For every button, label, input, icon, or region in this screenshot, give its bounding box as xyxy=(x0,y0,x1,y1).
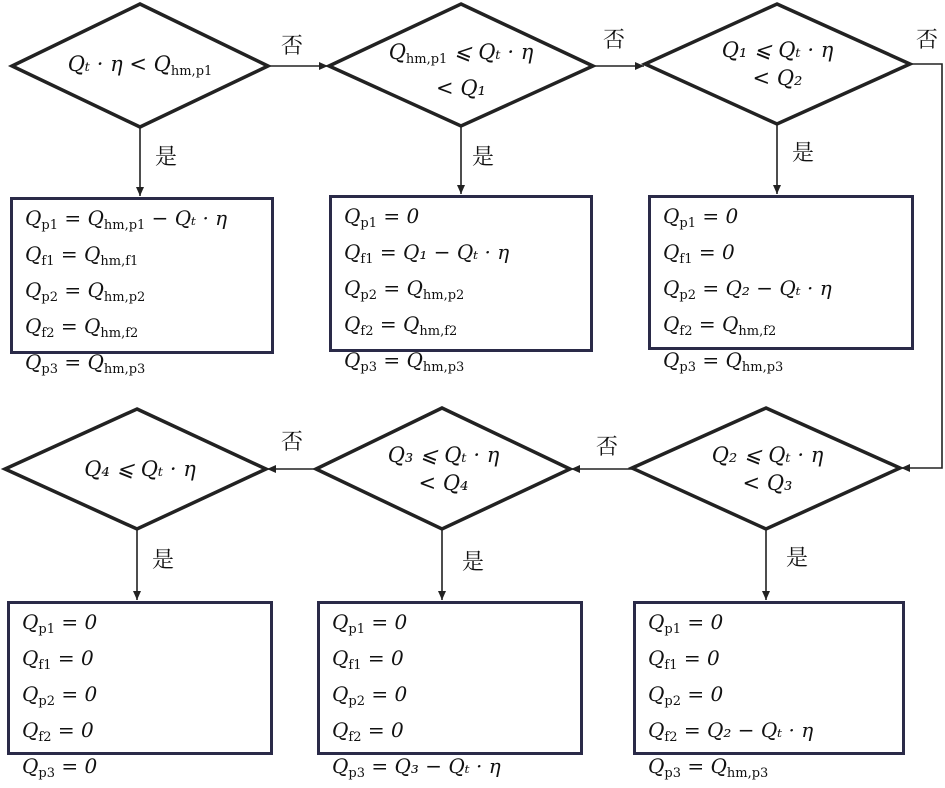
no-label-1: 否 xyxy=(281,34,304,59)
result-6-line-5: $Q_{p3} = 0$ xyxy=(22,754,98,781)
result-1-line-2: $Q_{f1} = Q_{hm,f1}$ xyxy=(25,242,139,269)
result-2-line-3: $Q_{p2} = Q_{hm,p2}$ xyxy=(344,276,465,303)
decision-3-line-2: < Q₂ xyxy=(752,66,803,90)
result-1-line-1: $Q_{p1} = Q_{hm,p1} - Q_t \cdot \eta$ xyxy=(25,206,228,233)
result-box-4 xyxy=(633,601,905,781)
result-5-line-3: $Q_{p2} = 0$ xyxy=(332,682,408,709)
decision-6-line-1: Q₄ ⩽ Qₜ · η xyxy=(84,457,196,481)
yes-label-1: 是 xyxy=(155,145,178,170)
result-3-line-2: $Q_{f1} = 0$ xyxy=(663,240,735,267)
result-3-line-1: $Q_{p1} = 0$ xyxy=(663,204,739,231)
result-box-6 xyxy=(7,601,273,781)
result-4-line-1: $Q_{p1} = 0$ xyxy=(648,610,724,637)
yes-label-4: 是 xyxy=(786,546,809,571)
decision-text-2 xyxy=(366,38,556,102)
result-6-line-4: $Q_{f2} = 0$ xyxy=(22,718,94,745)
decision-4-line-2: < Q₃ xyxy=(742,471,793,495)
yes-label-2: 是 xyxy=(472,145,495,170)
result-4-line-3: $Q_{p2} = 0$ xyxy=(648,682,724,709)
decision-text-1 xyxy=(50,50,230,86)
decision-2-line-1: $Q_{hm,p1}$ ⩽ Qₜ · η xyxy=(388,40,534,67)
no-label-4: 否 xyxy=(596,435,619,460)
yes-label-6: 是 xyxy=(152,548,175,573)
result-2-line-4: $Q_{f2} = Q_{hm,f2}$ xyxy=(344,312,458,339)
decision-text-4 xyxy=(680,441,855,497)
result-3-line-5: $Q_{p3} = Q_{hm,p3}$ xyxy=(663,348,784,375)
result-3-line-3: $Q_{p2} = Q_2 - Q_t \cdot \eta$ xyxy=(663,276,832,303)
result-1-line-4: $Q_{f2} = Q_{hm,f2}$ xyxy=(25,314,139,341)
decision-5-line-2: < Q₄ xyxy=(418,471,469,495)
decision-4-line-1: Q₂ ⩽ Qₜ · η xyxy=(711,443,824,467)
decision-3-line-1: Q₁ ⩽ Qₜ · η xyxy=(721,38,834,62)
result-4-line-4: $Q_{f2} = Q_2 - Q_t \cdot \eta$ xyxy=(648,718,814,745)
result-box-3 xyxy=(648,195,914,375)
no-label-2: 否 xyxy=(603,28,626,53)
no-label-3: 否 xyxy=(916,28,939,53)
decision-1-line-1: $Q_t \cdot \eta < Q_{hm,p1}$ xyxy=(67,52,213,79)
result-5-line-4: $Q_{f2} = 0$ xyxy=(332,718,404,745)
result-2-line-1: $Q_{p1} = 0$ xyxy=(344,204,420,231)
result-5-line-5: $Q_{p3} = Q_3 - Q_t \cdot \eta$ xyxy=(332,754,501,781)
result-box-1 xyxy=(10,197,274,377)
result-5-line-1: $Q_{p1} = 0$ xyxy=(332,610,408,637)
yes-label-3: 是 xyxy=(792,141,815,166)
result-3-line-4: $Q_{f2} = Q_{hm,f2}$ xyxy=(663,312,777,339)
result-6-line-2: $Q_{f1} = 0$ xyxy=(22,646,94,673)
result-1-line-3: $Q_{p2} = Q_{hm,p2}$ xyxy=(25,278,146,305)
decision-text-5 xyxy=(356,441,531,497)
no-label-5: 否 xyxy=(281,430,304,455)
result-2-line-5: $Q_{p3} = Q_{hm,p3}$ xyxy=(344,348,465,375)
result-box-2 xyxy=(329,195,593,375)
decision-2-line-2: < Q₁ xyxy=(436,76,486,100)
result-6-line-3: $Q_{p2} = 0$ xyxy=(22,682,98,709)
result-5-line-2: $Q_{f1} = 0$ xyxy=(332,646,404,673)
decision-5-line-1: Q₃ ⩽ Qₜ · η xyxy=(387,443,500,467)
result-4-line-5: $Q_{p3} = Q_{hm,p3}$ xyxy=(648,754,769,781)
result-2-line-2: $Q_{f1} = Q_1 - Q_t \cdot \eta$ xyxy=(344,240,510,267)
result-box-5 xyxy=(317,601,583,781)
decision-text-3 xyxy=(690,36,865,92)
yes-label-5: 是 xyxy=(462,550,485,575)
result-4-line-2: $Q_{f1} = 0$ xyxy=(648,646,720,673)
result-1-line-5: $Q_{p3} = Q_{hm,p3}$ xyxy=(25,350,146,377)
decision-text-6 xyxy=(55,455,225,483)
result-6-line-1: $Q_{p1} = 0$ xyxy=(22,610,98,637)
